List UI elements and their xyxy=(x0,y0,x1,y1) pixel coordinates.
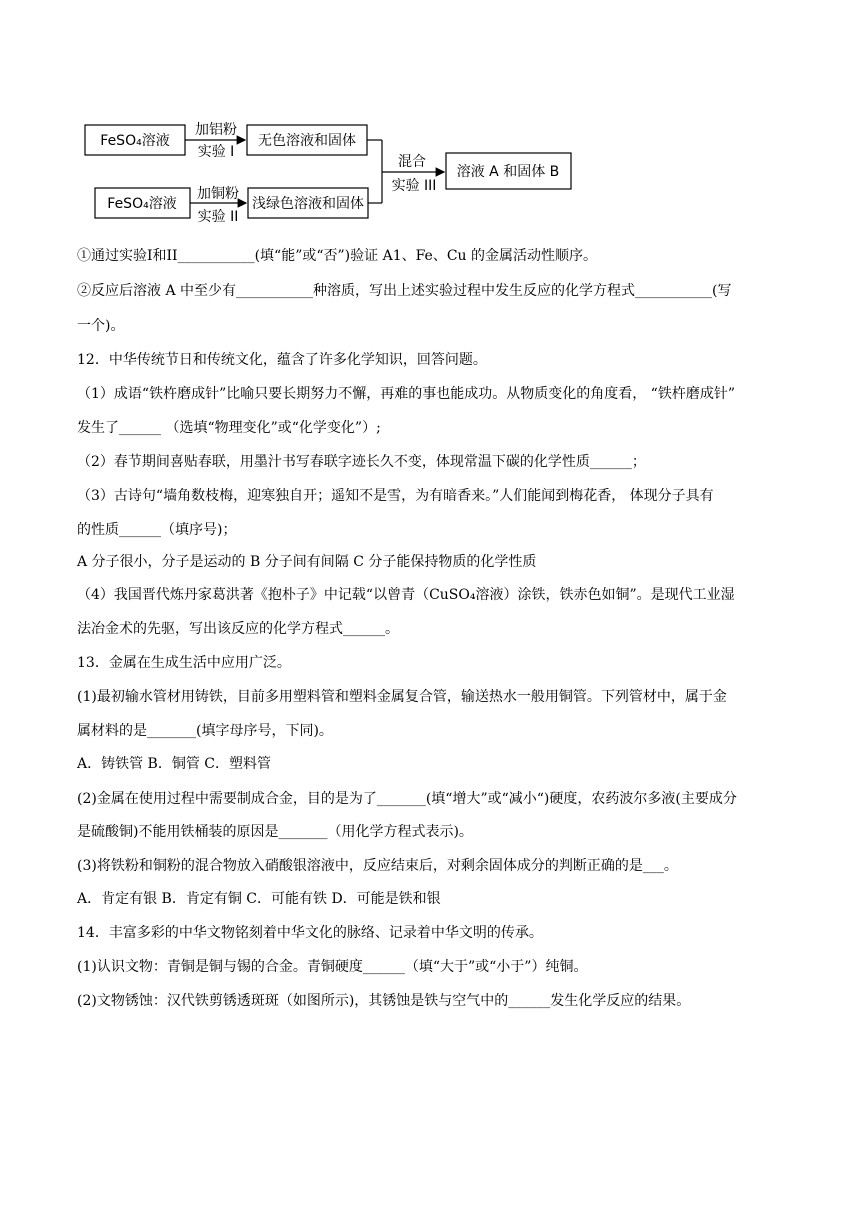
feso4-label-top: FeSO₄溶液 xyxy=(100,133,170,149)
light-green-solution-label: 浅绿色溶液和固体 xyxy=(252,196,364,212)
question-12-part-2: （2）春节期间喜贴春联，用墨汁书写春联字迹长久不变，体现常温下碳的化学性质______； xyxy=(77,454,646,470)
question-11-line-3: 一个)。 xyxy=(77,318,125,334)
question-14-part-1: (1)认识文物：青铜是铜与锡的合金。青铜硬度______（填“大于”或“小于”）纯铜。 xyxy=(77,959,588,975)
question-12-part-3b: 的性质______（填序号)； xyxy=(77,522,237,538)
question-11-line-2: ②反应后溶液 A 中至少有___________种溶质，写出上述实验过程中发生反应的化学方程式___________(写 xyxy=(77,283,732,299)
question-13-part-3: (3)将铁粉和铜粉的混合物放入硝酸银溶液中，反应结束后，对剩余固体成分的判断正确的是___。 xyxy=(77,858,678,874)
question-13-part-1-options: A．铸铁管 B．铜管 C．塑料管 xyxy=(77,756,272,772)
experiment-1-label: 实验 I xyxy=(197,144,235,160)
experiment-2-label: 实验 II xyxy=(197,209,239,225)
question-13-part-2b: 是硫酸铜)不能用铁桶装的原因是_______（用化学方程式表示)。 xyxy=(77,824,473,840)
question-11-line-1: ①通过实验I和II___________(填“能”或“否”)验证 A1、Fe、Cu 的金属活动性顺序。 xyxy=(77,248,598,264)
question-12-part-4b: 法冶金术的先驱，写出该反应的化学方程式______。 xyxy=(77,621,399,637)
experiment-3-label: 实验 III xyxy=(391,178,437,194)
question-13-part-3-options: A．肯定有银 B．肯定有铜 C．可能有铁 D．可能是铁和银 xyxy=(77,891,441,907)
question-12-options: A 分子很小，分子是运动的 B 分子间有间隔 C 分子能保持物质的化学性质 xyxy=(77,554,537,570)
question-12-part-1b: 发生了______ （选填“物理变化”或“化学变化”）; xyxy=(77,420,381,436)
mix-label: 混合 xyxy=(398,154,426,170)
question-12-part-1a: （1）成语“铁杵磨成针”比喻只要长期努力不懈，再难的事也能成功。从物质变化的角度看， “铁杵磨成针” xyxy=(77,386,735,402)
colorless-solution-label: 无色溶液和固体 xyxy=(258,133,356,149)
question-12-part-3a: （3）古诗句“墙角数枝梅，迎寒独自开；遥知不是雪，为有暗香来。”人们能闻到梅花香， 体现分子具有 xyxy=(77,488,714,504)
question-14-part-2: (2)文物锈蚀：汉代铁剪锈透斑斑（如图所示)，其锈蚀是铁与空气中的______发生化学反应的结果。 xyxy=(77,993,691,1009)
add-copper-label: 加铜粉 xyxy=(197,186,239,202)
feso4-label-bottom: FeSO₄溶液 xyxy=(107,196,177,212)
experiment-flow-diagram xyxy=(80,110,600,230)
question-13-title: 13．金属在生成生活中应用广泛。 xyxy=(77,655,291,671)
add-aluminum-label: 加铝粉 xyxy=(195,122,237,138)
question-12-title: 12．中华传统节日和传统文化，蕴含了许多化学知识，回答问题。 xyxy=(77,352,487,368)
question-13-part-2a: (2)金属在使用过程中需要制成合金，目的是为了_______(填“增大”或“减小“)硬度，农药波尔多液(主要成分 xyxy=(77,791,737,807)
question-13-part-1b: 属材料的是_______(填字母序号，下同)。 xyxy=(77,723,333,739)
solution-a-solid-b-label: 溶液 A 和固体 B xyxy=(456,164,560,180)
question-14-title: 14．丰富多彩的中华文物铭刻着中华文化的脉络、记录着中华文明的传承。 xyxy=(77,925,543,941)
question-13-part-1a: (1)最初输水管材用铸铁，目前多用塑料管和塑料金属复合管，输送热水一般用铜管。下列管材中，属于金 xyxy=(77,689,727,705)
question-12-part-4a: （4）我国晋代炼丹家葛洪著《抱朴子》中记载“以曾青（CuSO₄溶液）涂铁，铁赤色如铜”。是现代工业湿 xyxy=(77,587,735,603)
